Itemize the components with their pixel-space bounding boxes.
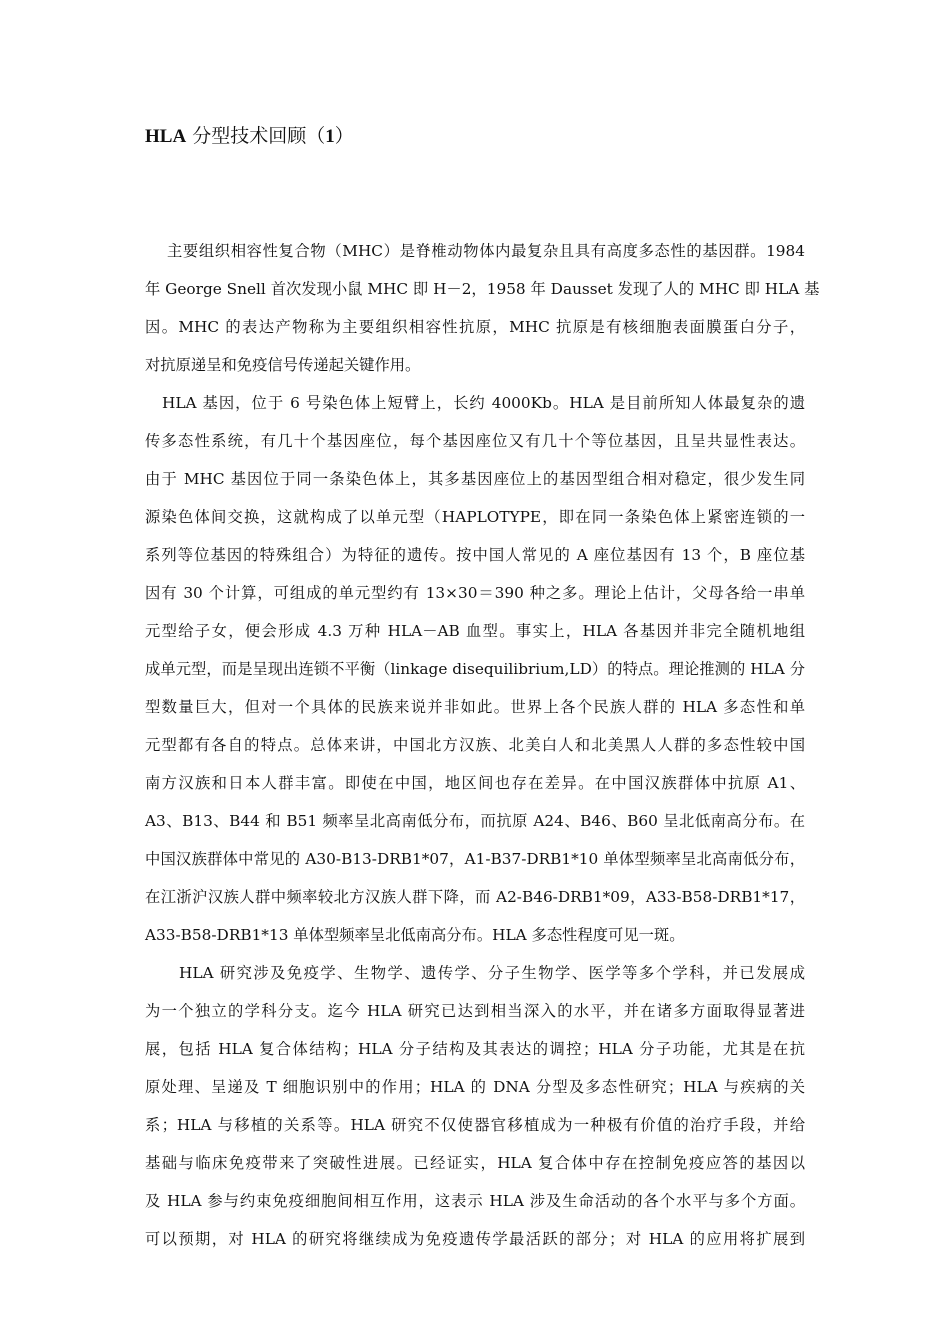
paragraph-line: 成单元型，而是呈现出连锁不平衡（linkage disequilibrium,LD）的特点。理论推测的 HLA 分 [145, 660, 805, 678]
paragraph-line: 因。MHC 的表达产物称为主要组织相容性抗原，MHC 抗原是有核细胞表面膜蛋白分子， [145, 318, 805, 336]
paragraph-line: 因有 30 个计算，可组成的单元型约有 13×30＝390 种之多。理论上估计，父母各给一串单 [145, 584, 805, 602]
title-close: ） [334, 125, 354, 147]
paragraph-line: 元型都有各自的特点。总体来讲，中国北方汉族、北美白人和北美黑人人群的多态性较中国 [145, 736, 805, 754]
paragraph-line: 对抗原递呈和免疫信号传递起关键作用。 [145, 356, 421, 374]
paragraph-3 [145, 954, 805, 1258]
paragraph-line: 系；HLA 与移植的关系等。HLA 研究不仅使器官移植成为一种极有价值的治疗手段，并给 [145, 1116, 805, 1134]
paragraph-line: HLA 研究涉及免疫学、生物学、遗传学、分子生物学、医学等多个学科，并已发展成 [179, 964, 805, 982]
paragraph-line: 展，包括 HLA 复合体结构；HLA 分子结构及其表达的调控；HLA 分子功能，尤其是在抗 [145, 1040, 805, 1058]
paragraph-line: 型数量巨大，但对一个具体的民族来说并非如此。世界上各个民族人群的 HLA 多态性和单 [145, 698, 805, 716]
paragraph-1 [145, 232, 820, 384]
paragraph-line: 源染色体间交换，这就构成了以单元型（HAPLOTYPE，即在同一条染色体上紧密连锁的一 [145, 508, 805, 526]
paragraph-line: 系列等位基因的特殊组合）为特征的遗传。按中国人常见的 A 座位基因有 13 个，B 座位基 [145, 546, 805, 564]
paragraph-line: 由于 MHC 基因位于同一条染色体上，其多基因座位上的基因型组合相对稳定，很少发生同 [145, 470, 805, 488]
paragraph-line: A33-B58-DRB1*13 单体型频率呈北低南高分布。HLA 多态性程度可见一斑。 [145, 926, 685, 944]
paragraph-line: A3、B13、B44 和 B51 频率呈北高南低分布，而抗原 A24、B46、B60 呈北低南高分布。在 [145, 812, 805, 830]
paragraph-2 [145, 384, 805, 954]
paragraph-line: HLA 基因，位于 6 号染色体上短臂上，长约 4000Kb。HLA 是目前所知人体最复杂的遗 [162, 394, 805, 412]
paragraph-line: 在江浙沪汉族人群中频率较北方汉族人群下降，而 A2-B46-DRB1*09，A33-B58-DRB1*17， [145, 888, 805, 906]
paragraph-line: 年 George Snell 首次发现小鼠 MHC 即 H－2，1958 年 Dausset 发现了人的 MHC 即 HLA 基 [145, 280, 820, 298]
paragraph-line: 基础与临床免疫带来了突破性进展。已经证实，HLA 复合体中存在控制免疫应答的基因以 [145, 1154, 805, 1172]
title-chinese: 分型技术回顾（ [186, 125, 326, 147]
paragraph-line: 及 HLA 参与约束免疫细胞间相互作用，这表示 HLA 涉及生命活动的各个水平与多个方面。 [145, 1192, 805, 1210]
title-number: 1 [325, 126, 335, 147]
title-latin: HLA [145, 126, 187, 147]
paragraph-line: 传多态性系统，有几十个基因座位，每个基因座位又有几十个等位基因，且呈共显性表达。 [145, 432, 805, 450]
paragraph-line: 主要组织相容性复合物（MHC）是脊椎动物体内最复杂且具有高度多态性的基因群。1984 [167, 242, 805, 260]
paragraph-line: 原处理、呈递及 T 细胞识别中的作用；HLA 的 DNA 分型及多态性研究；HLA 与疾病的关 [145, 1078, 805, 1096]
paragraph-line: 为一个独立的学科分支。迄今 HLA 研究已达到相当深入的水平，并在诸多方面取得显著进 [145, 1002, 805, 1020]
paragraph-line: 可以预期，对 HLA 的研究将继续成为免疫遗传学最活跃的部分；对 HLA 的应用将扩展到 [145, 1230, 805, 1248]
paragraph-line: 元型给子女，便会形成 4.3 万种 HLA－AB 血型。事实上，HLA 各基因并非完全随机地组 [145, 622, 805, 640]
paragraph-line: 南方汉族和日本人群丰富。即使在中国，地区间也存在差异。在中国汉族群体中抗原 A1、 [145, 774, 805, 792]
document-title [145, 121, 354, 152]
paragraph-line: 中国汉族群体中常见的 A30-B13-DRB1*07，A1-B37-DRB1*10 单体型频率呈北高南低分布， [145, 850, 805, 868]
document-body [145, 232, 820, 1258]
